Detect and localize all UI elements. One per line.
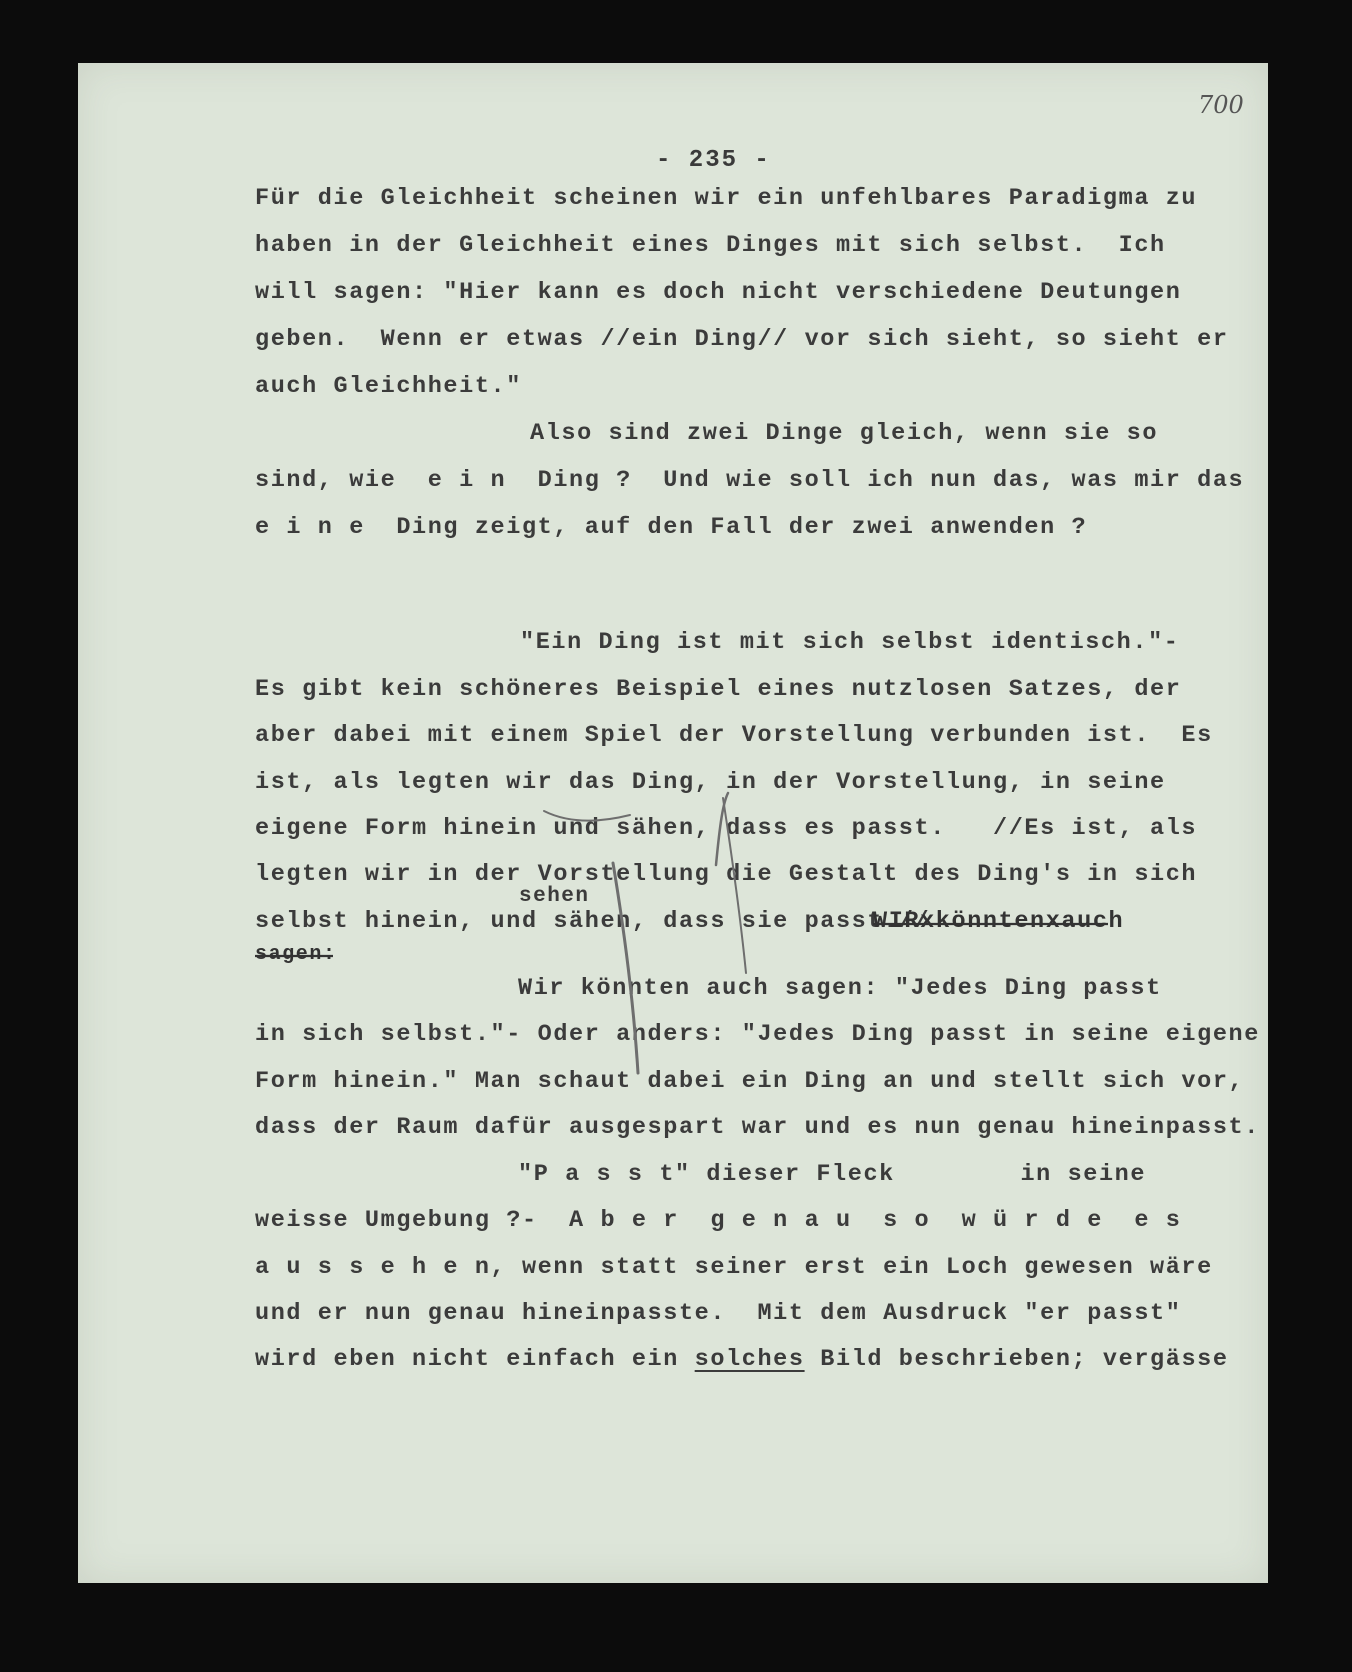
text-line: und er nun genau hineinpasste. Mit dem Ausdruck "er passt" [255, 1300, 1182, 1327]
text-line: sind, wie e i n Ding ? Und wie soll ich nun das, was mir das [255, 467, 1245, 494]
text-line: ist, als legten wir das Ding, in der Vorstellung, in seine [255, 769, 1166, 796]
text-line: Form hinein." Man schaut dabei ein Ding an und stellt sich vor, [255, 1068, 1245, 1095]
text-line: dass der Raum dafür ausgespart war und es nun genau hineinpasst. [255, 1114, 1260, 1141]
text-segment: wird eben nicht einfach ein [255, 1346, 695, 1373]
text-line: geben. Wenn er etwas //ein Ding// vor sich sieht, so sieht er [255, 326, 1229, 353]
text-line: Für die Gleichheit scheinen wir ein unfehlbares Paradigma zu [255, 185, 1198, 212]
text-line: weisse Umgebung ?- A b e r g e n a u s o w ü r d e e s [255, 1207, 1182, 1234]
text-line: a u s s e h e n, wenn statt seiner erst ein Loch gewesen wäre [255, 1254, 1213, 1281]
text-line: Also sind zwei Dinge gleich, wenn sie so [530, 420, 1159, 447]
text-line: haben in der Gleichheit eines Dinges mit sich selbst. Ich [255, 232, 1166, 259]
text-line: selbst hinein, und sähen, dass sie passt.// [255, 908, 931, 935]
struck-out-text: sagen: [255, 943, 337, 966]
page-number: - 235 - [656, 147, 771, 174]
pencil-marks [78, 63, 1268, 1583]
folio-number: 700 [1198, 91, 1244, 119]
underlined-word: solches [694, 1346, 805, 1373]
text-line: e i n e Ding zeigt, auf den Fall der zwei anwenden ? [255, 514, 1088, 541]
text-line: "P a s s t" dieser Fleck in seine [518, 1161, 1147, 1188]
text-line: legten wir in der Vorstellung die Gestalt des Ding's in sich [255, 861, 1198, 888]
text-segment: Bild beschrieben; vergässe [804, 1346, 1229, 1373]
text-line: "Ein Ding ist mit sich selbst identisch."- [520, 629, 1180, 656]
text-line: in sich selbst."- Oder anders: "Jedes Ding passt in seine eigene [255, 1021, 1260, 1048]
interlinear-correction: sehen [519, 885, 590, 908]
text-line: Wir könnten auch sagen: "Jedes Ding passt [518, 975, 1162, 1002]
text-line: eigene Form hinein und sähen, dass es passt. //Es ist, als [255, 815, 1198, 842]
struck-out-text: WIRxkönntenxauch [873, 908, 1125, 935]
document-sheet [78, 63, 1268, 1583]
text-line: will sagen: "Hier kann es doch nicht verschiedene Deutungen [255, 279, 1182, 306]
text-line: auch Gleichheit." [255, 373, 522, 400]
text-line: Es gibt kein schöneres Beispiel eines nutzlosen Satzes, der [255, 676, 1182, 703]
text-line: aber dabei mit einem Spiel der Vorstellung verbunden ist. Es [255, 722, 1213, 749]
